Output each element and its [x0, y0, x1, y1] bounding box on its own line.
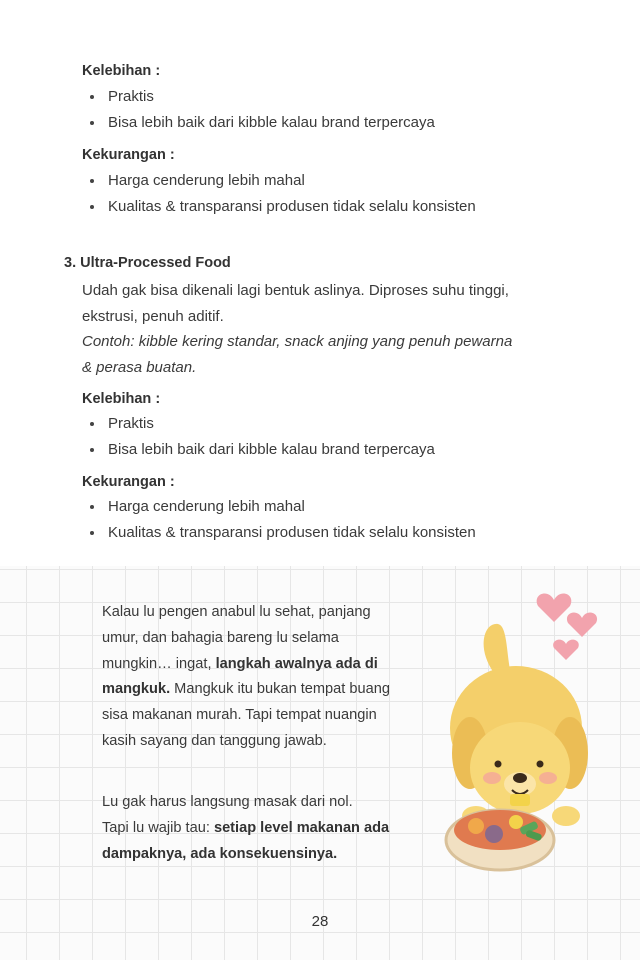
kelebihan-list [82, 411, 435, 463]
kekurangan-heading: Kekurangan : [82, 474, 175, 490]
section-title: 3. Ultra-Processed Food [64, 255, 231, 271]
callout-emphasis: mangkuk. [102, 681, 171, 698]
page-number: 28 [311, 913, 329, 930]
list-item: Kualitas & transparansi produsen tidak selalu konsisten [82, 520, 476, 546]
list-item: Bisa lebih baik dari kibble kalau brand terpercaya [82, 110, 435, 136]
food-piece [509, 815, 523, 829]
dog-cheek [539, 772, 557, 784]
dog-eye [495, 761, 502, 768]
example-line: Contoh: kibble kering standar, snack anjing yang penuh pewarna [82, 333, 513, 350]
kelebihan-heading: Kelebihan : [82, 391, 161, 407]
food-piece [468, 818, 484, 834]
callout-text [102, 600, 432, 868]
heart-icon [537, 593, 597, 660]
desc-line: Udah gak bisa dikenali lagi bentuk aslinya. Diproses suhu tinggi, [82, 282, 509, 299]
dog-eye [537, 761, 544, 768]
kelebihan-heading: Kelebihan : [82, 63, 161, 79]
callout-line: sisa makanan murah. Tapi tempat nuangin [102, 707, 377, 724]
callout-line: Kalau lu pengen anabul lu sehat, panjang [102, 604, 371, 620]
callout-line: Lu gak harus langsung masak dari nol. [102, 794, 353, 811]
callout-emphasis: dampaknya, ada konsekuensinya. [102, 845, 338, 862]
dog-paw [552, 806, 580, 826]
section-description [82, 278, 562, 329]
callout-line: Tapi lu wajib tau: [102, 820, 214, 837]
list-item: Praktis [82, 84, 435, 110]
section-example [82, 329, 562, 380]
list-item: Harga cenderung lebih mahal [82, 168, 476, 194]
list-item: Bisa lebih baik dari kibble kalau brand terpercaya [82, 437, 435, 463]
callout-line: kasih sayang dan tanggung jawab. [102, 732, 327, 749]
callout-emphasis: setiap level makanan ada [213, 820, 390, 837]
callout-line: umur, dan bahagia bareng lu selama [102, 629, 339, 646]
dog-cheek [483, 772, 501, 784]
kelebihan-list [82, 84, 435, 136]
callout-emphasis: langkah awalnya ada di [215, 655, 378, 672]
list-item: Harga cenderung lebih mahal [82, 494, 476, 520]
list-item: Kualitas & transparansi produsen tidak selalu konsisten [82, 194, 476, 220]
callout-line: Mangkuk itu bukan tempat buang [170, 681, 390, 698]
desc-line: ekstrusi, penuh aditif. [82, 307, 224, 325]
kekurangan-list [82, 494, 476, 546]
kekurangan-heading: Kekurangan : [82, 147, 175, 163]
list-item: Praktis [82, 411, 435, 437]
callout-line: mungkin… ingat, [102, 655, 216, 672]
example-line: & perasa buatan. [82, 358, 197, 376]
kekurangan-list [82, 168, 476, 220]
dog-nose [513, 773, 527, 783]
food-in-mouth [510, 794, 530, 806]
food-piece [485, 825, 503, 843]
puppy-with-food-bowl-icon [436, 578, 636, 878]
